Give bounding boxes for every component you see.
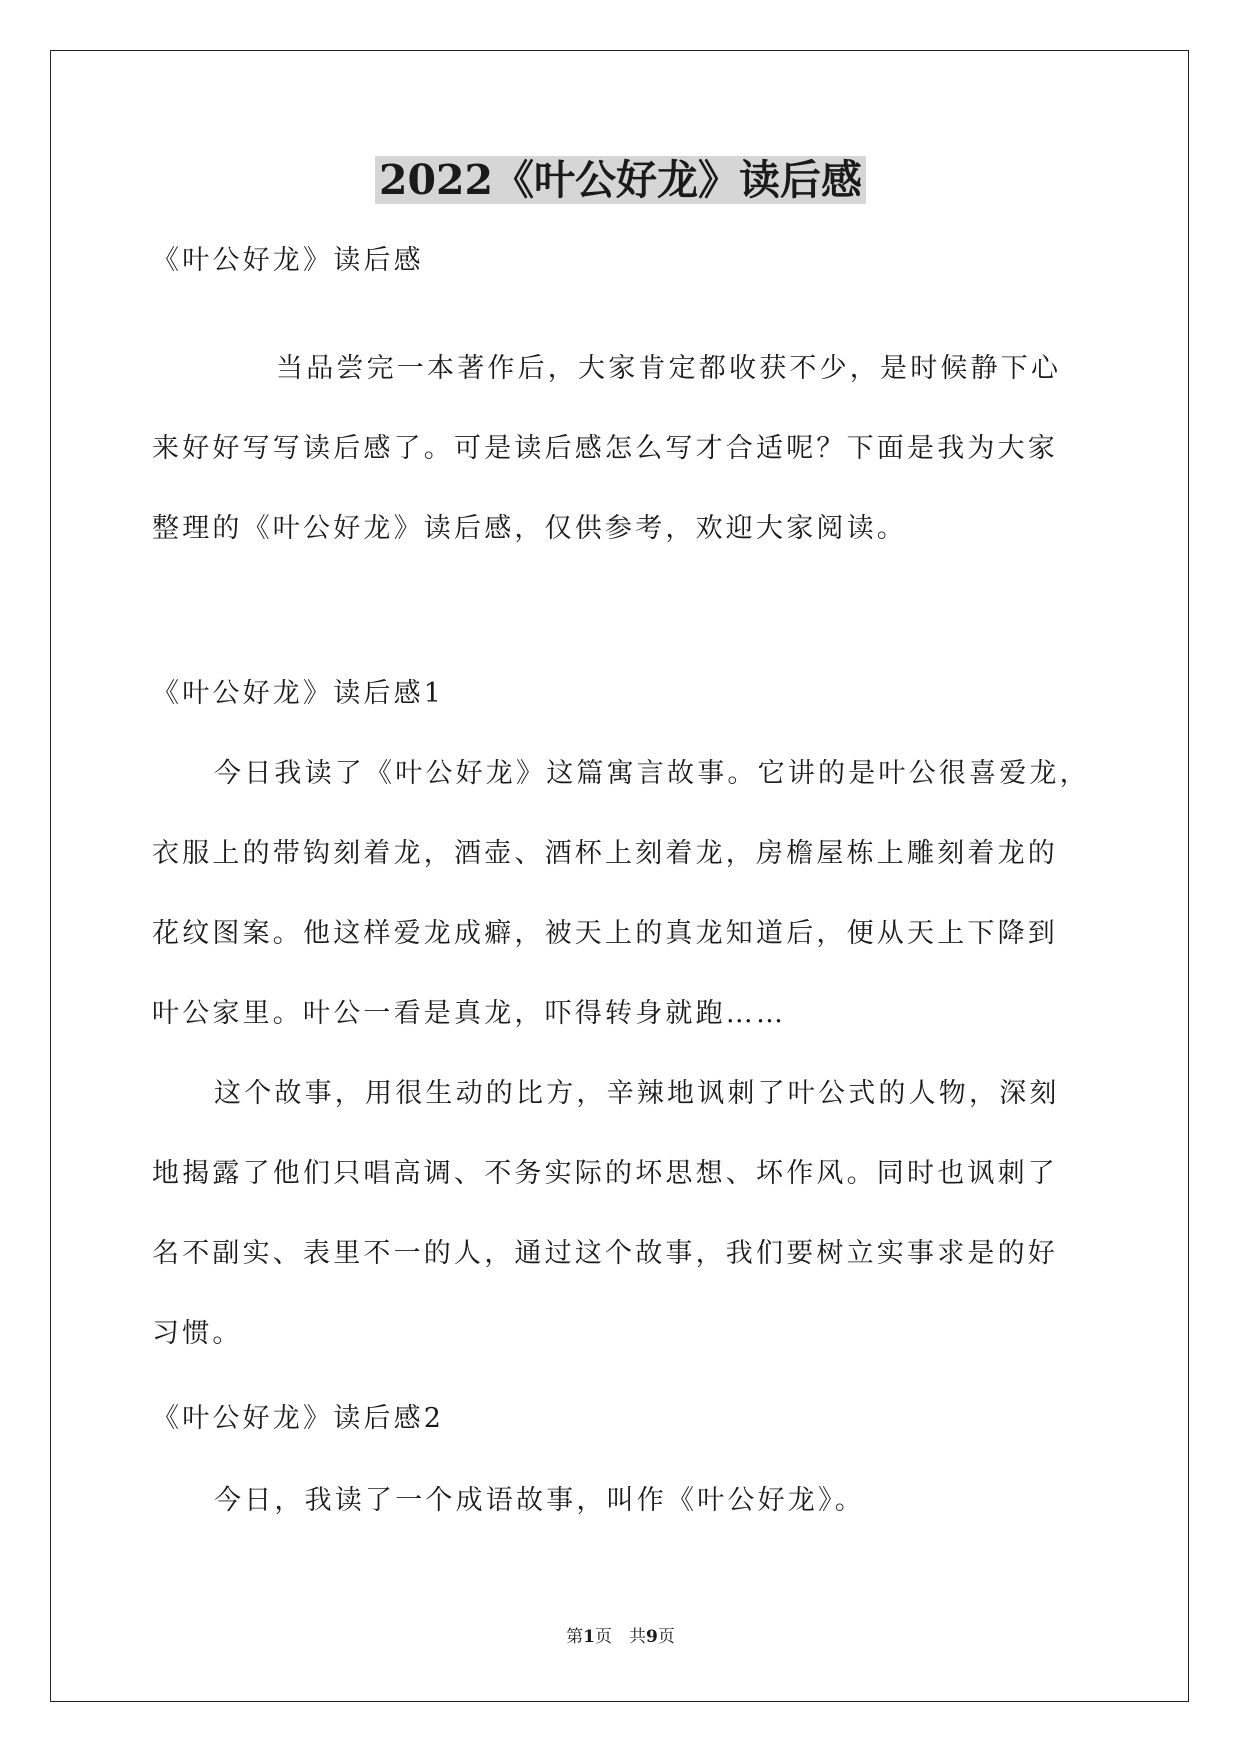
paragraph-line: 来好好写写读后感了。可是读后感怎么写才合适呢？下面是我为大家: [152, 433, 1058, 464]
footer-prefix: 第: [566, 1627, 584, 1647]
paragraph-line: 花纹图案。他这样爱龙成癖，被天上的真龙知道后，便从天上下降到: [152, 918, 1058, 949]
paragraph-line: 今日，我读了一个成语故事，叫作《叶公好龙》。: [214, 1485, 865, 1516]
page-border: [50, 50, 1189, 1702]
paragraph-line: 当品尝完一本著作后，大家肯定都收获不少，是时候静下心: [276, 353, 1062, 384]
footer-mid: 页 共: [595, 1627, 646, 1647]
section-heading: 《叶公好龙》读后感: [152, 245, 424, 276]
paragraph-line: 今日我读了《叶公好龙》这篇寓言故事。它讲的是叶公很喜爱龙，: [214, 758, 1090, 789]
paragraph-line: 这个故事，用很生动的比方，辛辣地讽刺了叶公式的人物，深刻: [214, 1078, 1060, 1109]
footer-suffix: 页: [657, 1627, 675, 1647]
paragraph-line: 名不副实、表里不一的人，通过这个故事，我们要树立实事求是的好: [152, 1238, 1058, 1269]
total-pages-number: 9: [646, 1627, 658, 1647]
paragraph-line: 习惯。: [152, 1318, 243, 1349]
section-heading: 《叶公好龙》读后感1: [152, 678, 445, 709]
document-title-text: 2022《叶公好龙》读后感: [375, 156, 866, 204]
paragraph-line: 整理的《叶公好龙》读后感，仅供参考，欢迎大家阅读。: [152, 513, 907, 544]
section-heading: 《叶公好龙》读后感2: [152, 1403, 445, 1434]
paragraph-line: 叶公家里。叶公一看是真龙，吓得转身就跑……: [152, 998, 787, 1029]
page-footer: [0, 1626, 1241, 1648]
document-title: [0, 152, 1241, 208]
current-page-number: 1: [583, 1627, 595, 1647]
paragraph-line: 衣服上的带钩刻着龙，酒壶、酒杯上刻着龙，房檐屋栋上雕刻着龙的: [152, 838, 1058, 869]
paragraph-line: 地揭露了他们只唱高调、不务实际的坏思想、坏作风。同时也讽刺了: [152, 1158, 1058, 1189]
